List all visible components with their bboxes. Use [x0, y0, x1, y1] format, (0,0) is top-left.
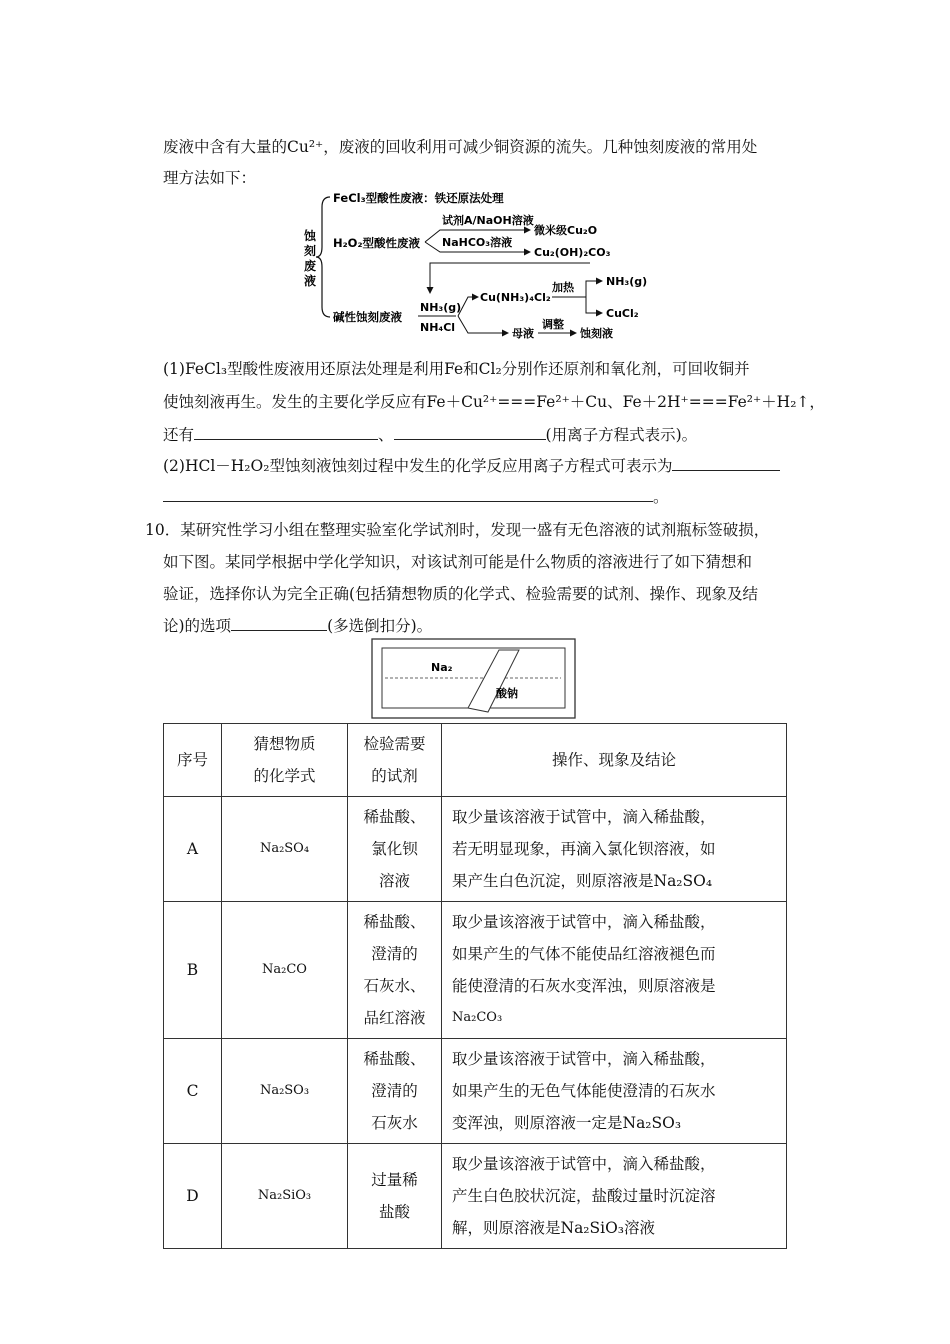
intro-line-2: 理方法如下： [163, 169, 257, 187]
q1-line-3-prefix: 还有 [163, 426, 195, 444]
heat-arrow-up [586, 281, 602, 297]
row-formula: Na₂CO [222, 902, 348, 1039]
q1-line-3-sep: 、 [378, 426, 394, 444]
row-operation: 取少量该溶液于试管中，滴入稀盐酸， 如果产生的无色气体能使澄清的石灰水 变浑浊，则原溶液一定是Na₂SO₃ [442, 1039, 787, 1144]
branch3-output-2: CuCl₂ [606, 307, 639, 320]
root-label-char-2: 刻 [304, 244, 317, 258]
row-reagents: 稀盐酸、 澄清的 石灰水 [348, 1039, 442, 1144]
q10-line-4 [163, 616, 432, 636]
branch3-output-1: NH₃(g) [606, 275, 648, 288]
row-formula: Na₂SO₃ [222, 1039, 348, 1144]
q10-line-4-prefix: 论)的选项 [163, 617, 232, 635]
q1-line-2: 使蚀刻液再生。发生的主要化学反应有Fe＋Cu²⁺===Fe²⁺＋Cu、Fe＋2H⁺===Fe²⁺＋H₂↑， [163, 393, 825, 411]
adjust-label: 调整 [542, 318, 564, 331]
intro-line-1: 废液中含有大量的Cu²⁺，废液的回收利用可减少铜资源的流失。几种蚀刻废液的常用处 [163, 138, 758, 156]
label-bottom-text: 酸钠 [496, 687, 518, 700]
etching-waste-flow-diagram [290, 185, 670, 345]
label-top-text: Na₂ [431, 661, 453, 674]
row-operation: 取少量该溶液于试管中，滴入稀盐酸， 产生白色胶状沉淀，盐酸过量时沉淀溶 解，则原溶液是Na₂SiO₃溶液 [442, 1144, 787, 1249]
table-row [164, 1039, 787, 1144]
answer-blank-5[interactable] [231, 616, 327, 631]
table-header-row [164, 724, 787, 797]
row-id: D [164, 1144, 222, 1249]
row-reagents: 稀盐酸、 氯化钡 溶液 [348, 797, 442, 902]
q1-line-3 [163, 425, 697, 445]
row-reagents: 稀盐酸、 澄清的 石灰水、 品红溶液 [348, 902, 442, 1039]
q10-line-2: 如下图。某同学根据中学化学知识，对该试剂可能是什么物质的溶液进行了如下猜想和 [163, 553, 753, 571]
branch3-reagent-top: NH₃(g) [420, 301, 462, 314]
heat-label: 加热 [552, 281, 574, 294]
branch2-output-2: Cu₂(OH)₂CO₃ [534, 246, 611, 259]
row-id: C [164, 1039, 222, 1144]
row-operation: 取少量该溶液于试管中，滴入稀盐酸， 若无明显现象，再滴入氯化钡溶液，如 果产生白色沉淀，则原溶液是Na₂SO₄ [442, 797, 787, 902]
branch2-arrow1-label: 试剂A/NaOH溶液 [442, 214, 534, 227]
answer-blank-4[interactable] [163, 487, 653, 502]
q2-line-1-text: (2)HCl－H₂O₂型蚀刻液蚀刻过程中发生的化学反应用离子方程式可表示为 [163, 457, 673, 475]
table-row [164, 797, 787, 902]
header-reagents: 检验需要 的试剂 [348, 724, 442, 797]
root-brace [316, 197, 330, 317]
row-formula: Na₂SiO₃ [222, 1144, 348, 1249]
branch2-label: H₂O₂型酸性废液 [333, 236, 420, 250]
branch2-arrow2-label: NaHCO₃溶液 [442, 236, 513, 249]
q10-line-4-suffix: (多选倒扣分)。 [327, 617, 433, 635]
table-row [164, 902, 787, 1039]
header-operation: 操作、现象及结论 [442, 724, 787, 797]
mother-liquor: 母液 [512, 327, 534, 340]
branch1-label: FeCl₃型酸性废液：铁还原法处理 [333, 191, 504, 205]
header-index: 序号 [164, 724, 222, 797]
row-reagents: 过量稀 盐酸 [348, 1144, 442, 1249]
branch3-label: 碱性蚀刻废液 [333, 310, 402, 324]
table-row [164, 1144, 787, 1249]
torn-label-figure [371, 638, 576, 720]
root-label-char-4: 液 [304, 274, 317, 288]
answer-blank-1[interactable] [194, 425, 378, 440]
row-formula: Na₂SO₄ [222, 797, 348, 902]
row-id: A [164, 797, 222, 902]
q2-line-2-end: 。 [653, 488, 669, 506]
branch3-product: Cu(NH₃)₄Cl₂ [480, 291, 551, 304]
q1-line-3-suffix: (用离子方程式表示)。 [545, 426, 698, 444]
q1-line-1: (1)FeCl₃型酸性废液用还原法处理是利用Fe和Cl₂分别作还原剂和氧化剂，可回收铜并 [163, 360, 750, 378]
branch2-output-1: 微米级Cu₂O [534, 224, 598, 237]
row-operation: 取少量该溶液于试管中，滴入稀盐酸， 如果产生的气体不能使品红溶液褪色而 能使澄清的石灰水变浑浊，则原溶液是 Na₂CO₃ [442, 902, 787, 1039]
heat-arrow-down [586, 297, 602, 313]
torn-strip [468, 650, 519, 712]
mother-liquor-arrow [458, 316, 508, 333]
row-id: B [164, 902, 222, 1039]
options-table [163, 723, 787, 1249]
root-label-char-3: 废 [304, 259, 317, 273]
q10-line-1: 10．某研究性学习小组在整理实验室化学试剂时，发现一盛有无色溶液的试剂瓶标签破损， [145, 521, 770, 539]
etching-solution: 蚀刻液 [580, 327, 613, 340]
root-label-char-1: 蚀 [304, 229, 317, 243]
q2-line-1 [163, 456, 780, 476]
answer-blank-2[interactable] [394, 425, 546, 440]
q2-line-2 [163, 487, 669, 507]
q10-line-3: 验证，选择你认为完全正确(包括猜想物质的化学式、检验需要的试剂、操作、现象及结 [163, 585, 759, 603]
header-formula: 猜想物质 的化学式 [222, 724, 348, 797]
answer-blank-3[interactable] [672, 456, 780, 471]
branch3-reagent-bottom: NH₄Cl [420, 321, 456, 334]
